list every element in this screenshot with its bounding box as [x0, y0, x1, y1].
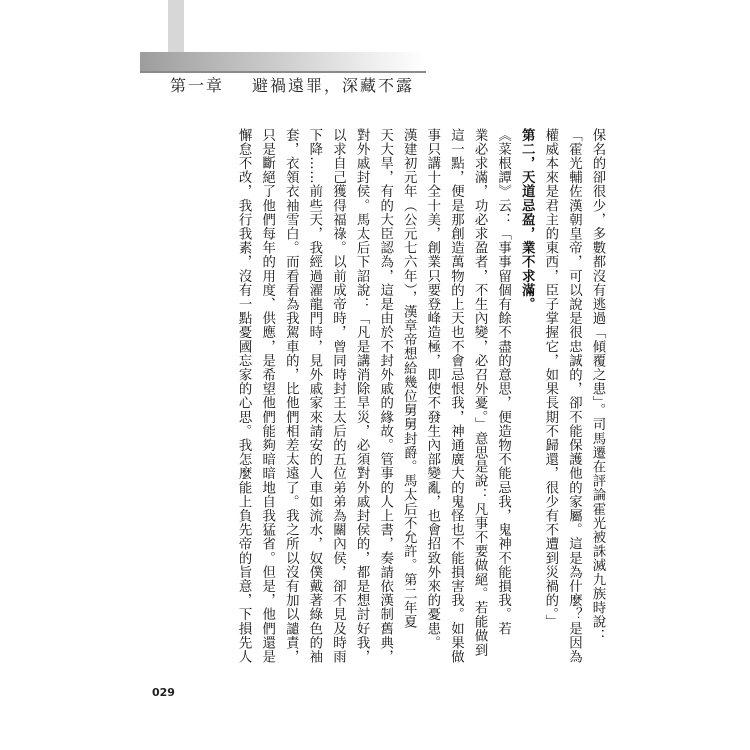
- chapter-label: 第一章: [170, 76, 225, 95]
- text-column: 套，衣領衣袖雪白。而看看為我駕車的，比他們相差太遠了。我之所以沒有加以譴責，: [283, 128, 299, 664]
- text-column: 漢建初元年（公元七六年），漢章帝想給幾位舅舅封爵。馬太后不允許。第二年夏: [401, 128, 417, 629]
- text-column: 保名的卻很少，多數都沒有逃過「傾覆之患」。司馬遷在評論霍光被誅滅九族時說：: [590, 128, 605, 643]
- text-column: 天大旱，有的大臣認為，這是由於不封外戚的緣故。管事的人上書，奏請依漢制舊典，: [377, 128, 393, 664]
- text-column: 「霍光輔佐漢朝皇帝，可以說是很忠誠的，卻不能保護他的家屬。這是為什麼？是因為: [566, 128, 582, 664]
- text-column: 以求自己獲得福祿。以前成帝時，曾同時封王太后的五位弟弟為關內侯，卻不見及時雨: [330, 128, 346, 664]
- text-column: 對外戚封侯。馬太后下詔說：「凡是講消除旱災，必須對外戚封侯的，都是想討好我，: [354, 128, 370, 664]
- header-gradient-band: [140, 52, 426, 71]
- section-heading: 第二，天道忌盈，業不求滿。: [519, 128, 535, 312]
- text-column: 《菜根譚》云：「事事留個有餘不盡的意思，便造物不能忌我，鬼神不能損我。若: [495, 128, 511, 636]
- text-column: 權威本來是君主的東西，臣子掌握它，如果長期不歸還，很少有不遭到災禍的。」: [542, 128, 558, 629]
- chapter-title: 避禍遠罪，深藏不露: [252, 76, 415, 95]
- vertical-text-block: [233, 128, 608, 688]
- text-column: 下降……前些天，我經過濯龍門時，見外戚家來請安的人車如流水，奴僕戴著綠色的袖: [306, 128, 322, 664]
- text-column: 業必求滿，功必求盈者，不生內變，必召外憂。」意思是說：凡事不要做絕。若能做到: [472, 128, 488, 658]
- text-column: 懈怠不改，我行我素，沒有一點憂國忘家的心思。我怎麼能上負先帝的旨意，下損先人: [236, 128, 252, 664]
- text-column: 事只講十全十美，創業只要登峰造極，即使不發生內部變亂，也會招致外來的憂患。: [424, 128, 440, 650]
- text-column: 這一點，便是那創造萬物的上天也不會忌恨我，神通廣大的鬼怪也不能損害我。如果做: [448, 128, 464, 664]
- text-column: 只是斷絕了他們每年的用度、供應，是希望他們能夠暗暗地自我猛省。但是，他們還是: [259, 128, 275, 664]
- page-number: 029: [152, 686, 175, 699]
